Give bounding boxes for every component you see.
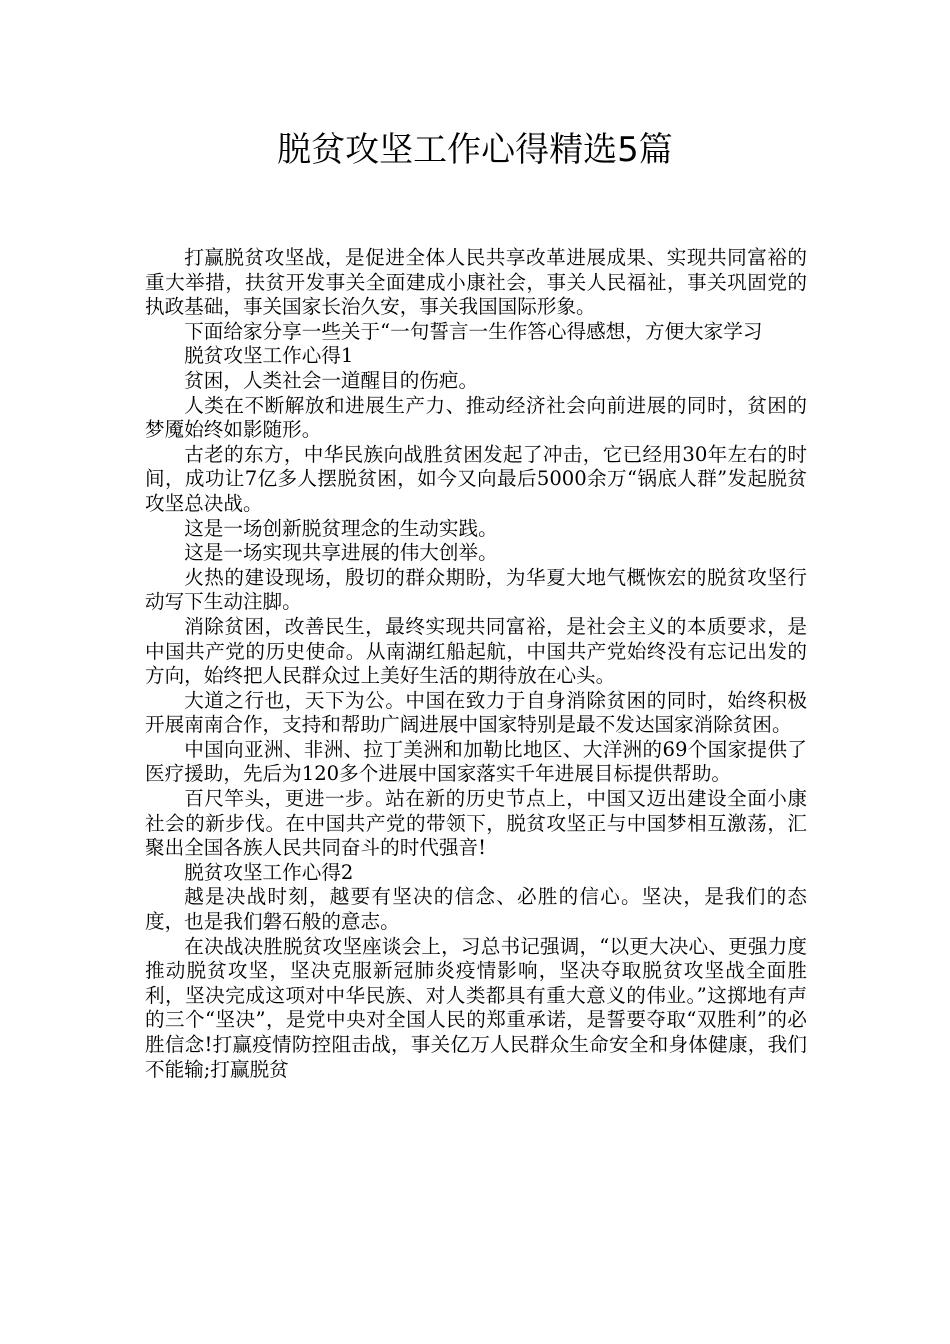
paragraph: 在决战决胜脱贫攻坚座谈会上，习总书记强调，“以更大决心、更强力度推动脱贫攻坚，坚决克服新冠肺炎疫情影响，坚决夺取脱贫攻坚战全面胜利，坚决完成这项对中华民族、对人类都具有重大意义的伟业。”这掷地有声的三个“坚决”，是党中央对全国人民的郑重承诺，是誓要夺取“双胜利”的必胜信念!打赢疫情防控阻击战，事关亿万人民群众生命安全和身体健康，我们不能输;打赢脱贫	[145, 934, 807, 1081]
paragraph: 中国向亚洲、非洲、拉丁美洲和加勒比地区、大洋洲的69个国家提供了医疗援助，先后为120多个进展中国家落实千年进展目标提供帮助。	[145, 737, 807, 786]
paragraph: 古老的东方，中华民族向战胜贫困发起了冲击，它已经用30年左右的时间，成功让7亿多人摆脱贫困，如今又向最后5000余万“锅底人群”发起脱贫攻坚总决战。	[145, 442, 807, 515]
paragraph: 这是一场实现共享进展的伟大创举。	[184, 541, 498, 565]
document-body	[145, 246, 807, 1082]
paragraph: 打赢脱贫攻坚战，是促进全体人民共享改革进展成果、实现共同富裕的重大举措，扶贫开发事关全面建成小康社会，事关人民福祉，事关巩固党的执政基础，事关国家长治久安，事关我国国际形象。	[145, 246, 807, 319]
paragraph: 这是一场创新脱贫理念的生动实践。	[184, 516, 498, 540]
paragraph: 消除贫困，改善民生，最终实现共同富裕，是社会主义的本质要求，是中国共产党的历史使命。从南湖红船起航，中国共产党始终没有忘记出发的方向，始终把人民群众过上美好生活的期待放在心头。	[145, 614, 807, 688]
paragraph: 火热的建设现场，殷切的群众期盼，为华夏大地气概恢宏的脱贫攻坚行动写下生动注脚。	[145, 565, 807, 614]
paragraph: 百尺竿头，更进一步。站在新的历史节点上，中国又迈出建设全面小康社会的新步伐。在中国共产党的带领下，脱贫攻坚正与中国梦相互激荡，汇聚出全国各族人民共同奋斗的时代强音!	[145, 787, 807, 860]
document-title: 脱贫攻坚工作心得精选5篇	[277, 130, 673, 170]
paragraph: 人类在不断解放和进展生产力、推动经济社会向前进展的同时，贫困的梦魇始终如影随形。	[145, 393, 807, 442]
paragraph: 贫困，人类社会一道醒目的伤疤。	[184, 368, 479, 392]
paragraph: 大道之行也，天下为公。中国在致力于自身消除贫困的同时，始终积极开展南南合作，支持和帮助广阔进展中国家特别是最不发达国家消除贫困。	[145, 688, 807, 737]
section-heading: 脱贫攻坚工作心得1	[184, 344, 354, 368]
paragraph: 下面给家分享一些关于“一句誓言一生作答心得感想，方便大家学习	[184, 319, 763, 343]
section-heading: 脱贫攻坚工作心得2	[184, 860, 354, 884]
paragraph: 越是决战时刻，越要有坚决的信念、必胜的信心。坚决，是我们的态度，也是我们磐石般的意志。	[145, 885, 807, 934]
